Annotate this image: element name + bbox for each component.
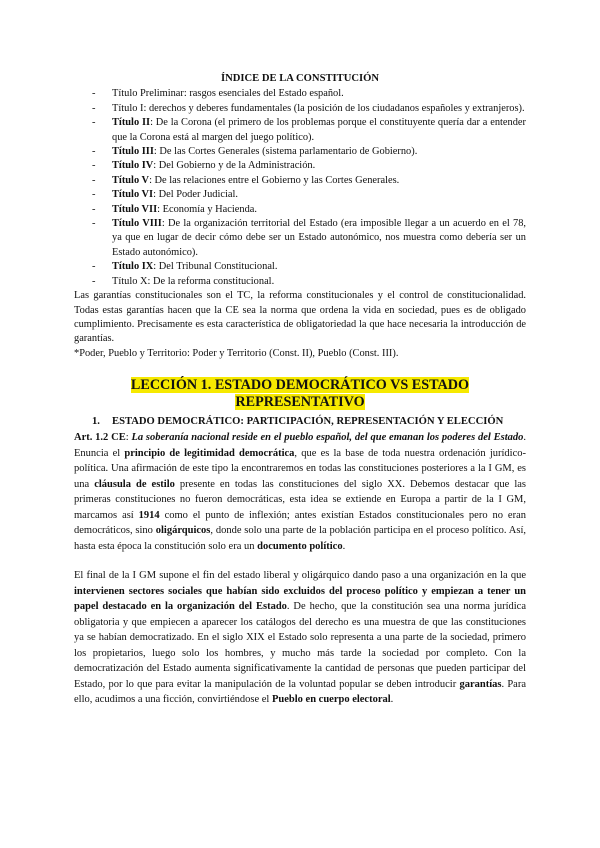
index-item-text: : Economía y Hacienda. [157,203,257,215]
index-item [74,174,526,188]
text-run: , donde solo una parte de la población participa en el proceso político. Así, hasta esta época la constitución solo era un [74,525,526,552]
bold-term: Pueblo en cuerpo electoral [271,694,391,706]
bold-term: intervienen sectores sociales que habían sido excluidos del proceso político y empiezan a tener un papel destacado en la organización del Estado [74,585,526,613]
index-list [74,87,526,289]
text-run: . [390,694,394,706]
index-item [74,145,526,159]
text-run: , que es la base de toda nuestra ordenación jurídico-política. Una afirmación de este tipo la encontraremos en todas las constituciones posteriores a la I GM, es una [74,447,526,490]
guarantees-paragraph: Las garantías constitucionales son el TC, la reforma constitucionales y el control de constitucionalidad. Todas estas garantías hacen que la CE sea la norma que ordena la vida en sociedad, pues es de obligado cumplimiento. Precisamente es esta característica de obligatoriedad la que hace necesaria la introducción de garantías. [74,290,526,345]
index-item-text: : Del Gobierno y de la Administración. [153,160,316,172]
paragraph-1 [74,430,526,554]
paragraph-2 [74,568,526,708]
index-title: ÍNDICE DE LA CONSTITUCIÓN [220,73,380,84]
section-heading [74,415,526,428]
section-number: 1. [92,416,100,428]
index-item-label: Título V [112,174,150,186]
index-item [74,188,526,202]
text-run: . Enuncia el [74,432,526,459]
lesson-title [74,377,526,411]
bold-term: garantías [459,678,502,690]
bold-term: cláusula de estilo [94,478,175,490]
index-item-label: Título III [112,146,154,158]
index-item [74,203,526,217]
index-item [74,217,526,260]
index-item-label: Título VIII [112,218,162,230]
index-item [74,116,526,145]
index-item-text: : Del Tribunal Constitucional. [153,261,278,273]
index-item-text: Título Preliminar: rasgos esenciales del Estado español. [112,88,344,100]
index-item-label: Título II [112,117,151,129]
bold-term: documento político [257,540,343,552]
document-page [74,72,526,708]
index-item-text: : De las relaciones entre el Gobierno y las Cortes Generales. [149,174,400,186]
index-item-label: Título VII [112,203,158,215]
index-item [74,159,526,173]
index-item-text: : De las Cortes Generales (sistema parlamentario de Gobierno). [153,146,418,158]
text-run: : [125,432,132,444]
text-run: . De hecho, que la constitución sea una norma jurídica obligatoria y que empiecen a aparecer los catálogos del derecho es una muestra de que las constituciones ya se habían democratizado. En el siglo XIX el Estado solo representa a una parte de la sociedad, primero los propietarios, luego solo los hombres, y mucho más tarde la sociedad por completo. Con la democratización del Estado aumenta significativamente la cantidad de personas que pueden participar del Estado, por lo que para evitar la manipulación de la voluntad popular se deben introducir [74,601,526,690]
bold-term: 1914 [138,509,160,521]
index-item-text: : De la Corona (el primero de los problemas porque el constituyente quería dar a entender que la Corona está al margen del juego político). [112,117,526,143]
bold-term: principio de legitimidad democrática [124,447,295,459]
index-item-label: Título IX [112,261,154,273]
lesson-title-highlight: LECCIÓN 1. ESTADO DEMOCRÁTICO VS ESTADO REPRESENTATIVO [130,377,470,411]
index-item-text: : De la organización territorial del Estado (era imposible llegar a un acuerdo en el 78, ya que en lugar de decir cómo debe ser un Estado autonómico, nos muestra como debería ser un Estado autonómico). [112,218,526,258]
article-quote: La soberanía nacional reside en el pueblo español, del que emanan los poderes del Estado [131,432,524,444]
text-run: El final de la I GM supone el fin del estado liberal y oligárquico dando paso a una organización en la que [74,570,526,582]
text-run: . [342,540,346,552]
section-title: ESTADO DEMOCRÁTICO: PARTICIPACIÓN, REPRESENTACIÓN Y ELECCIÓN [112,416,504,428]
text-run: . Para ello, acudimos a una ficción, convirtiéndose el [74,678,526,706]
text-run: presente en todas las constituciones del siglo XX. Debemos destacar que las primeras constituciones no fueron democráticas, esta idea se extiende en Europa a partir de la I GM, marcamos así [74,478,526,521]
bold-term: oligárquicos [155,525,211,537]
index-item-label: Título VI [112,189,154,201]
text-run: como el punto de inflexión; antes existían Estados constitucionales pero no eran democráticos, sino [74,509,526,537]
index-item-text: : Del Poder Judicial. [153,189,238,201]
index-item-text: Título X: De la reforma constitucional. [112,275,275,287]
index-item [74,260,526,274]
index-item [74,87,526,101]
index-item [74,275,526,289]
article-ref: Art. 1.2 CE [74,432,126,444]
index-item-text: Título I: derechos y deberes fundamentales (la posición de los ciudadanos españoles y extranjeros). [112,102,525,114]
note-line: *Poder, Pueblo y Territorio: Poder y Territorio (Const. II), Pueblo (Const. III). [74,347,399,359]
index-item [74,102,526,116]
index-item-label: Título IV [112,160,154,172]
